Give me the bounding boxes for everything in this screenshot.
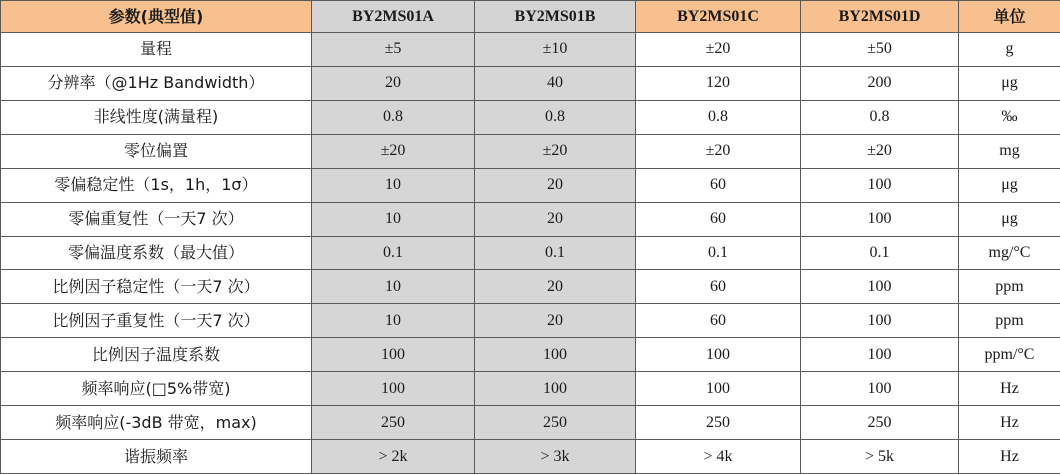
value-b-cell: ±10 <box>475 33 636 67</box>
value-b-cell: 100 <box>475 338 636 372</box>
value-d-cell: ±50 <box>801 33 959 67</box>
value-c-cell: 100 <box>636 372 801 406</box>
value-c-cell: 0.8 <box>636 100 801 134</box>
value-c-cell: ±20 <box>636 134 801 168</box>
param-cell: 分辨率（@1Hz Bandwidth） <box>1 66 312 100</box>
value-b-cell: 20 <box>475 168 636 202</box>
unit-cell: Hz <box>959 440 1060 474</box>
unit-cell: ppm <box>959 270 1060 304</box>
value-a-cell: 250 <box>312 406 475 440</box>
param-cell: 比例因子温度系数 <box>1 338 312 372</box>
value-a-cell: 10 <box>312 270 475 304</box>
value-a-cell: > 2k <box>312 440 475 474</box>
table-row <box>1 33 1060 67</box>
value-c-cell: 60 <box>636 304 801 338</box>
value-a-cell: ±5 <box>312 33 475 67</box>
param-cell: 零偏稳定性（1s，1h，1σ） <box>1 168 312 202</box>
value-c-cell: 0.1 <box>636 236 801 270</box>
value-d-cell: ±20 <box>801 134 959 168</box>
value-b-cell: 0.8 <box>475 100 636 134</box>
value-c-cell: 120 <box>636 66 801 100</box>
table-row <box>1 304 1060 338</box>
table-header-row <box>1 1 1060 33</box>
value-c-cell: 60 <box>636 168 801 202</box>
table-row <box>1 66 1060 100</box>
param-cell: 比例因子稳定性（一天7 次） <box>1 270 312 304</box>
param-cell: 频率响应(-3dB 带宽，max) <box>1 406 312 440</box>
param-cell: 比例因子重复性（一天7 次） <box>1 304 312 338</box>
value-d-cell: 100 <box>801 202 959 236</box>
value-b-cell: 20 <box>475 270 636 304</box>
value-c-cell: > 4k <box>636 440 801 474</box>
value-d-cell: 200 <box>801 66 959 100</box>
value-d-cell: 100 <box>801 168 959 202</box>
table-row <box>1 168 1060 202</box>
value-d-cell: 100 <box>801 270 959 304</box>
header-param: 参数(典型值) <box>1 1 312 33</box>
param-cell: 谐振频率 <box>1 440 312 474</box>
table-row <box>1 134 1060 168</box>
value-b-cell: 20 <box>475 202 636 236</box>
param-cell: 频率响应(□5%带宽) <box>1 372 312 406</box>
value-d-cell: 0.8 <box>801 100 959 134</box>
value-a-cell: 10 <box>312 304 475 338</box>
value-a-cell: 100 <box>312 338 475 372</box>
unit-cell: mg/°C <box>959 236 1060 270</box>
unit-cell: μg <box>959 168 1060 202</box>
value-d-cell: 100 <box>801 304 959 338</box>
value-d-cell: 100 <box>801 372 959 406</box>
param-cell: 零位偏置 <box>1 134 312 168</box>
value-c-cell: 100 <box>636 338 801 372</box>
header-model-a: BY2MS01A <box>312 1 475 33</box>
table-row <box>1 372 1060 406</box>
header-unit: 单位 <box>959 1 1060 33</box>
value-c-cell: 250 <box>636 406 801 440</box>
header-model-d: BY2MS01D <box>801 1 959 33</box>
param-cell: 量程 <box>1 33 312 67</box>
value-b-cell: ±20 <box>475 134 636 168</box>
table-row <box>1 100 1060 134</box>
table-row <box>1 236 1060 270</box>
value-d-cell: 0.1 <box>801 236 959 270</box>
unit-cell: μg <box>959 66 1060 100</box>
value-b-cell: 250 <box>475 406 636 440</box>
value-a-cell: 0.8 <box>312 100 475 134</box>
value-c-cell: 60 <box>636 270 801 304</box>
unit-cell: g <box>959 33 1060 67</box>
param-cell: 零偏温度系数（最大值） <box>1 236 312 270</box>
value-c-cell: ±20 <box>636 33 801 67</box>
value-a-cell: 100 <box>312 372 475 406</box>
value-a-cell: 0.1 <box>312 236 475 270</box>
param-cell: 零偏重复性（一天7 次） <box>1 202 312 236</box>
value-d-cell: 250 <box>801 406 959 440</box>
header-model-b: BY2MS01B <box>475 1 636 33</box>
table-row <box>1 270 1060 304</box>
unit-cell: Hz <box>959 406 1060 440</box>
value-c-cell: 60 <box>636 202 801 236</box>
unit-cell: μg <box>959 202 1060 236</box>
value-b-cell: 20 <box>475 304 636 338</box>
value-a-cell: 10 <box>312 202 475 236</box>
value-a-cell: 10 <box>312 168 475 202</box>
unit-cell: ‰ <box>959 100 1060 134</box>
value-b-cell: > 3k <box>475 440 636 474</box>
table-row <box>1 202 1060 236</box>
unit-cell: mg <box>959 134 1060 168</box>
param-cell: 非线性度(满量程) <box>1 100 312 134</box>
header-model-c: BY2MS01C <box>636 1 801 33</box>
value-b-cell: 0.1 <box>475 236 636 270</box>
value-a-cell: ±20 <box>312 134 475 168</box>
table-row <box>1 440 1060 474</box>
unit-cell: ppm <box>959 304 1060 338</box>
table-row <box>1 338 1060 372</box>
value-b-cell: 40 <box>475 66 636 100</box>
value-d-cell: 100 <box>801 338 959 372</box>
value-b-cell: 100 <box>475 372 636 406</box>
unit-cell: ppm/°C <box>959 338 1060 372</box>
unit-cell: Hz <box>959 372 1060 406</box>
value-d-cell: > 5k <box>801 440 959 474</box>
table-row <box>1 406 1060 440</box>
value-a-cell: 20 <box>312 66 475 100</box>
